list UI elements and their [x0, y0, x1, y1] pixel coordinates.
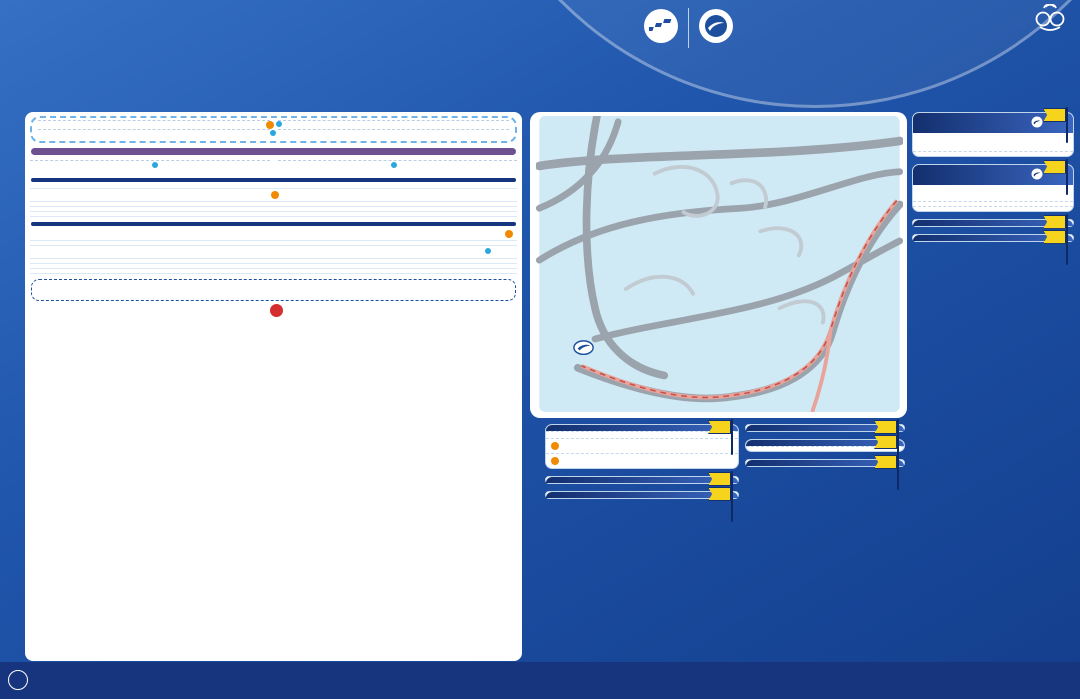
- card-rail-modiin: [912, 112, 1074, 157]
- superbus-logo: [266, 121, 274, 129]
- urban-row-5: [30, 212, 517, 217]
- flag-6: [873, 454, 899, 490]
- pt-authority-icon: [644, 9, 678, 43]
- flag-3: [1042, 229, 1068, 265]
- logo-divider: [688, 8, 689, 48]
- card7-row-2: [546, 453, 738, 468]
- heart-hands-icon: [8, 670, 28, 690]
- flag-7: [707, 419, 733, 455]
- navon-train-station-icon: [574, 341, 593, 354]
- hub-entry-ramat-shlomo: [385, 162, 401, 170]
- superbus-logo: [551, 442, 559, 450]
- jerusalem-map-panel: [530, 112, 907, 418]
- card-arazim-terminal: [912, 219, 1074, 227]
- card-r1-not-operating: [913, 151, 1073, 156]
- footer-bar: [0, 662, 1080, 699]
- city-map: [536, 116, 903, 412]
- government-logos-block: [538, 8, 838, 52]
- superbus-logo: [271, 191, 279, 199]
- card-gur-yirmiyahu: [745, 424, 905, 432]
- masquerade-mask-icon: [1032, 4, 1068, 37]
- right-cards-column: [912, 112, 1074, 249]
- cancelled-lines-badges-row: [38, 121, 509, 129]
- national-pt-authority-logo: [644, 9, 678, 47]
- card-yirmiyahu-minhat: [912, 234, 1074, 242]
- dispersal-row-superbus: [30, 228, 517, 241]
- card-rail-savidor: [912, 164, 1074, 212]
- superbus-logo: [551, 457, 559, 465]
- ministry-of-transport-logo: [699, 9, 733, 47]
- dispersal-row-tnufa: [30, 269, 517, 274]
- header-main-title-block: [850, 4, 1068, 35]
- card-kiryat-hamada: [545, 491, 739, 499]
- flag-1: [1042, 107, 1068, 143]
- middle-cards-column-b: [745, 424, 905, 474]
- electra-afikim-logo: [150, 162, 158, 170]
- urban-service-section-bar: [31, 178, 516, 182]
- cancelled-lines-box: [30, 116, 517, 143]
- special-hubs-row: [30, 161, 517, 173]
- electra-afikim-logo: [274, 121, 282, 129]
- left-info-panel: [25, 112, 522, 661]
- flag-9: [707, 486, 733, 522]
- dispersal-section-bar: [31, 222, 516, 226]
- hub-entry-ramot: [146, 162, 162, 170]
- card-hartum-terminal: [545, 424, 739, 469]
- card-har-hotzvim-terminal: [545, 476, 739, 484]
- electra-afikim-logo: [389, 162, 397, 170]
- dispersal-row-electra: [30, 246, 517, 259]
- urban-row-2: [30, 189, 517, 202]
- flag-1b: [1042, 159, 1068, 195]
- card-hartum-roundabout: [745, 459, 905, 467]
- header-intro-block: [14, 6, 519, 9]
- direct-from-neighborhoods-banner: [31, 148, 516, 155]
- ministry-roads-icon: [699, 9, 733, 43]
- electra-afikim-logo: [461, 248, 513, 256]
- traffic-restrictions-note: [31, 279, 516, 301]
- superbus-logo: [461, 230, 513, 238]
- card-givat-hatahmoshet: [745, 439, 905, 452]
- card-r2-not-operating: [913, 206, 1073, 211]
- footer-operator-logos: [38, 662, 562, 699]
- warning-icon: [270, 304, 283, 317]
- footer-slogan: [8, 670, 28, 691]
- middle-cards-column-a: [545, 424, 739, 506]
- electra-afikim-logo: [268, 130, 276, 139]
- light-rail-closure-note: [30, 304, 517, 317]
- cancelled-station-bullet-1: [38, 130, 509, 139]
